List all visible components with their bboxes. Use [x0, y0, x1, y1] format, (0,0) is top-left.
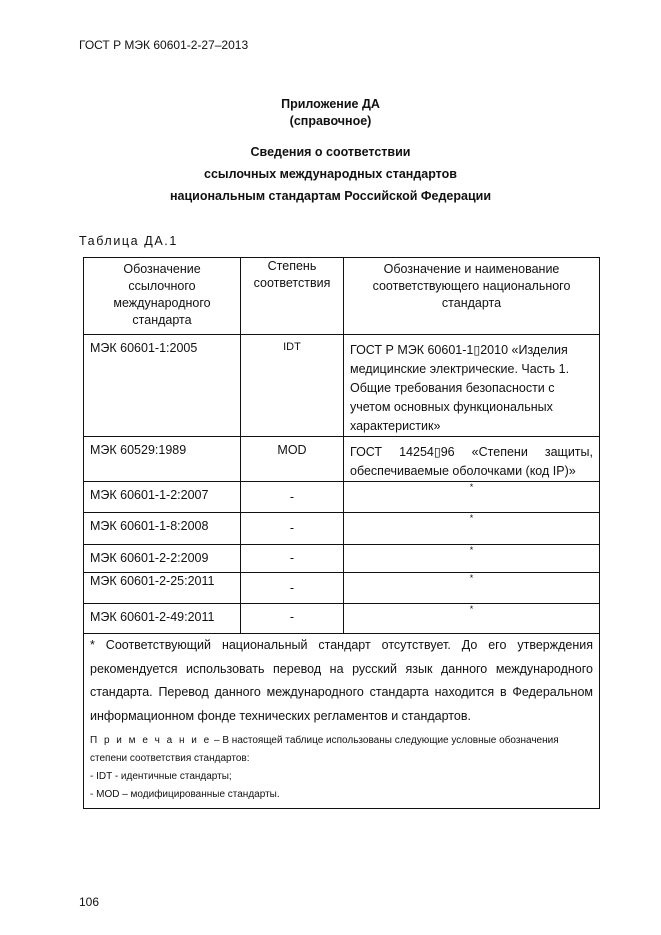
document-code: ГОСТ Р МЭК 60601-2-27–2013	[79, 38, 249, 52]
reference-cell: МЭК 60601-1:2005	[84, 335, 241, 437]
table-row	[84, 545, 600, 573]
degree-cell: -	[241, 482, 344, 513]
column-header-degree: Степень соответствия	[241, 258, 344, 335]
reference-cell: МЭК 60601-1-8:2008	[84, 513, 241, 545]
national-cell: *	[344, 604, 600, 634]
national-cell-line: ГОСТ 14254▯96 «Степени защиты,	[350, 445, 593, 459]
note-item-idt: - IDT - идентичные стандарты;	[90, 771, 232, 782]
degree-cell: -	[241, 573, 344, 604]
appendix-heading-line-3: национальным стандартам Российской Федерации	[169, 189, 492, 203]
appendix-subtitle: (справочное)	[289, 114, 372, 128]
national-cell: *	[344, 482, 600, 513]
note-text: В настоящей таблице использованы следующие условные обозначения степени соответствия стандартов:	[90, 735, 559, 764]
reference-cell: МЭК 60601-1-2:2007	[84, 482, 241, 513]
table-row	[84, 604, 600, 634]
degree-cell: MOD	[241, 437, 344, 482]
table-note	[90, 732, 593, 808]
national-cell: *	[344, 573, 600, 604]
degree-cell: IDT	[241, 335, 344, 437]
table-row	[84, 573, 600, 604]
appendix-title: Приложение ДА	[281, 97, 380, 111]
reference-cell: МЭК 60601-2-49:2011	[84, 604, 241, 634]
footnote-text: * Соответствующий национальный стандарт отсутствует. До его утверждения рекомендуется использовать перевод на русский язык данного международного стандарта. Перевод данного международного стандарта находится в Федеральном информационном фонде технических регламентов и стандартов.	[90, 638, 593, 723]
national-cell: ГОСТ Р МЭК 60601-1▯2010 «Изделия медицинские электрические. Часть 1. Общие требования безопасности с учетом основных функциональных характеристик»	[344, 335, 600, 437]
table-row	[84, 335, 600, 437]
reference-cell: МЭК 60601-2-25:2011	[84, 573, 241, 604]
national-cell	[344, 437, 600, 482]
appendix-heading-line-2: ссылочных международных стандартов	[204, 167, 457, 181]
degree-cell: -	[241, 545, 344, 573]
table-footnote-row	[84, 634, 600, 809]
note-item-mod: - MOD – модифицированные стандарты.	[90, 789, 280, 800]
note-intro	[90, 732, 593, 768]
appendix-heading-line-1: Сведения о соответствии	[250, 145, 411, 159]
table-header-row	[84, 258, 600, 335]
page-number: 106	[79, 895, 100, 909]
column-header-reference: Обозначение ссылочного международного стандарта	[84, 258, 241, 335]
degree-cell: -	[241, 513, 344, 545]
degree-cell: -	[241, 604, 344, 634]
conformity-table	[83, 257, 600, 809]
national-cell: *	[344, 545, 600, 573]
note-label: П р и м е ч а н и е	[90, 735, 212, 746]
table-label: Таблица ДА.1	[79, 234, 178, 248]
footnote-cell	[84, 634, 600, 809]
reference-cell: МЭК 60529:1989	[84, 437, 241, 482]
column-header-national: Обозначение и наименование соответствующего национального стандарта	[344, 258, 600, 335]
national-cell-line: обеспечиваемые оболочками (код IP)»	[350, 464, 576, 478]
table-row	[84, 513, 600, 545]
reference-cell: МЭК 60601-2-2:2009	[84, 545, 241, 573]
note-dash: –	[211, 735, 223, 746]
table-row	[84, 482, 600, 513]
table-row	[84, 437, 600, 482]
national-cell: *	[344, 513, 600, 545]
